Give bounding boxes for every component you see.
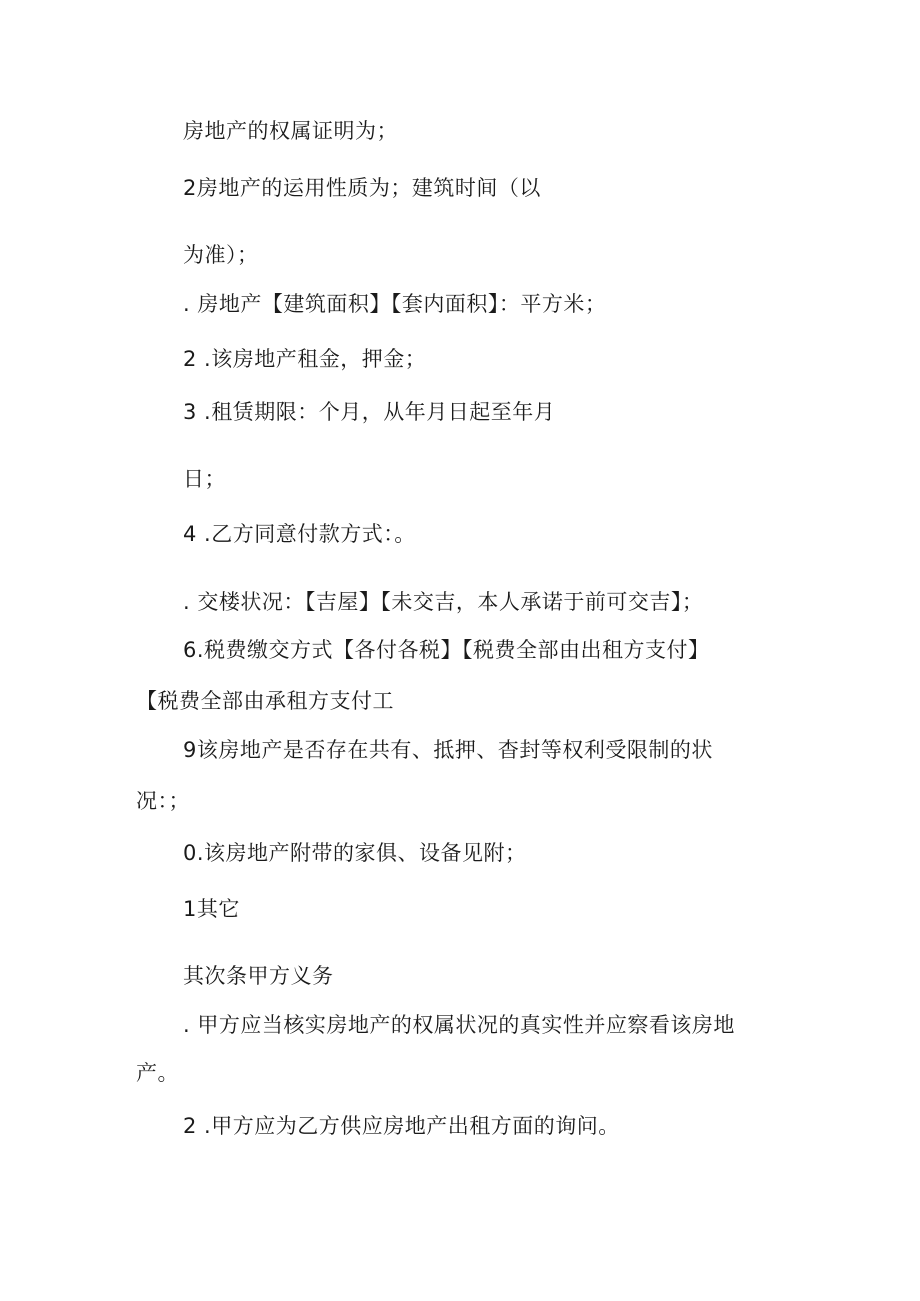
text-line: 为准）； (183, 243, 259, 267)
text-line: 6.税费缴交方式【各付各税】【税费全部由出租方支付】 (183, 638, 710, 662)
text-line: 房地产的权属证明为； (183, 119, 398, 143)
section-heading: 其次条甲方义务 (183, 964, 334, 988)
text-line: 【税费全部由承租方支付工 (136, 689, 394, 713)
text-line: 0.该房地产附带的家俱、设备见附； (183, 841, 527, 865)
text-line: 4 .乙方同意付款方式：。 (183, 522, 416, 546)
text-line: 3 .租赁期限：个月，从年月日起至年月 (183, 400, 556, 424)
text-line: . 房地产【建筑面积】【套内面积】：平方米； (183, 292, 607, 316)
text-line: 2 .该房地产租金，押金； (183, 347, 427, 371)
text-line: 况：； (136, 789, 190, 813)
text-line: . 交楼状况：【吉屋】【未交吉，本人承诺于前可交吉】； (183, 590, 704, 614)
text-line: 2房地产的运用性质为；建筑时间（以 (183, 176, 541, 200)
text-line: 2 .甲方应为乙方供应房地产出租方面的询问。 (183, 1114, 620, 1138)
text-line: 产。 (136, 1061, 179, 1085)
text-line: 1其它 (183, 897, 240, 921)
text-line: 日； (183, 467, 226, 491)
text-line: . 甲方应当核实房地产的权属状况的真实性并应察看该房地 (183, 1013, 735, 1037)
text-line: 9该房地产是否存在共有、抵押、杳封等权利受限制的状 (183, 738, 713, 762)
